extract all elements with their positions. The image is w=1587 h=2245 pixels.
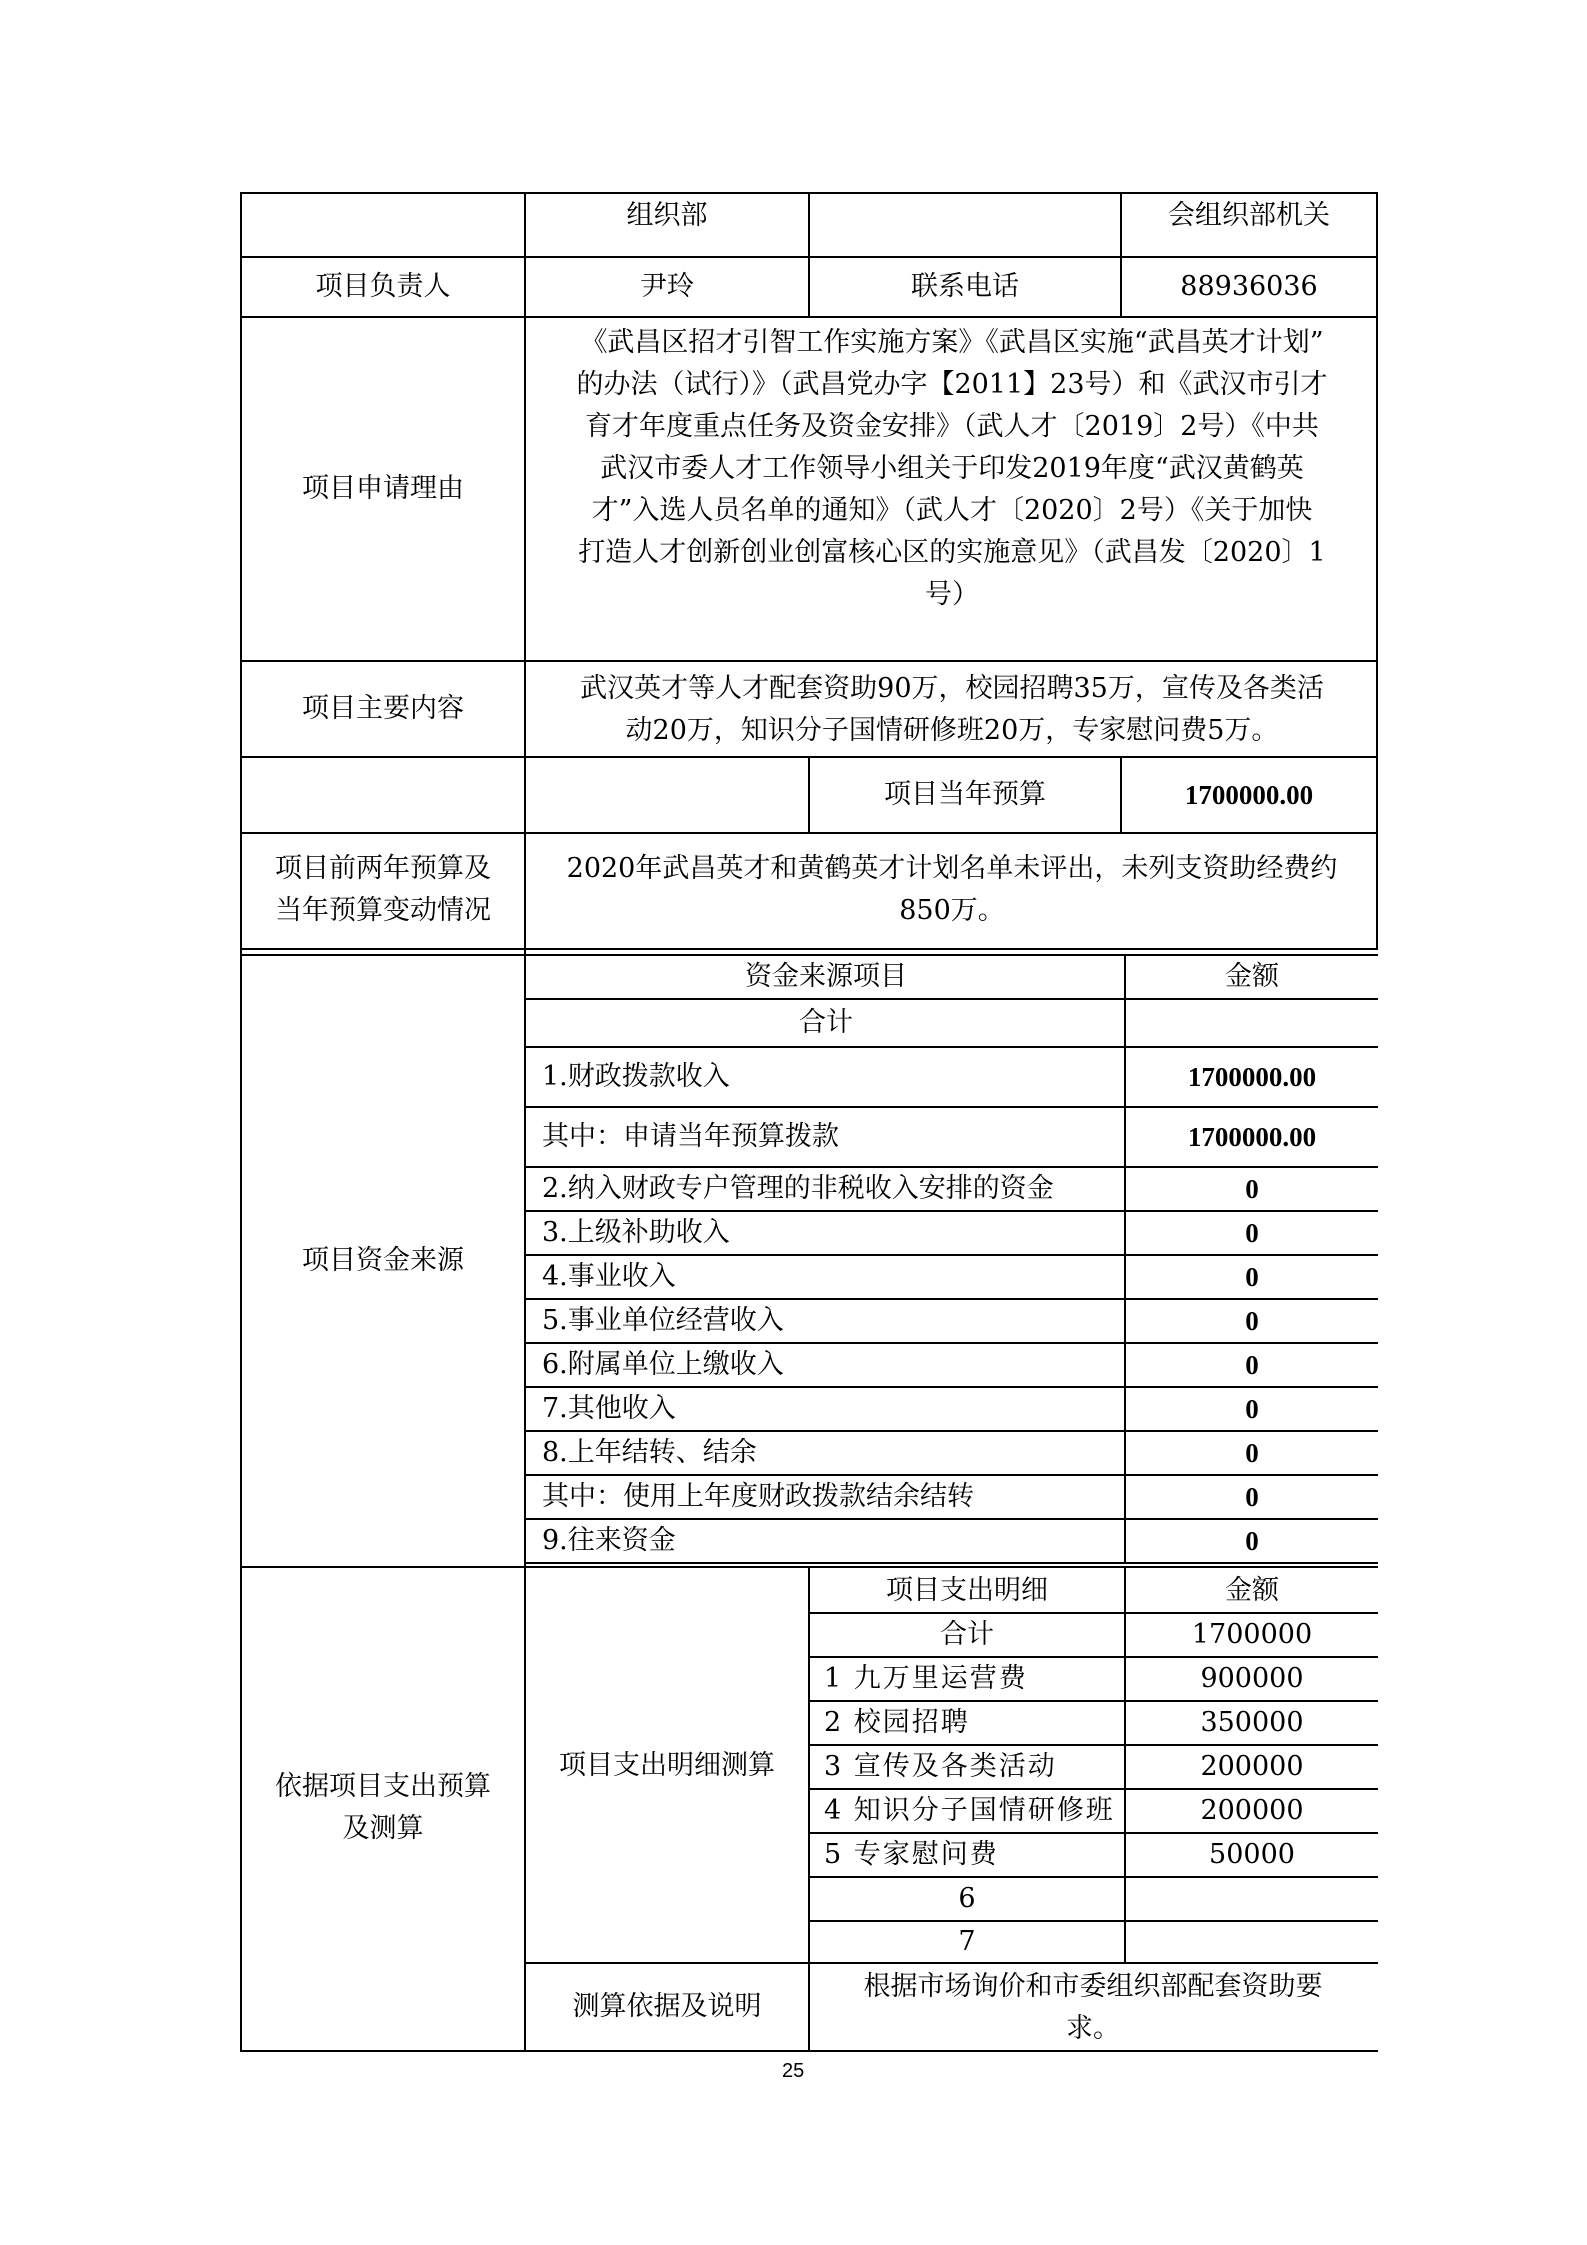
funding-row-label: 2.纳入财政专户管理的非税收入安排的资金 — [542, 1173, 1054, 1204]
expense-col-item: 项目支出明细 — [886, 1575, 1048, 1606]
expense-col-amount: 金额 — [1225, 1575, 1279, 1606]
funding-row-label: 8.上年结转、结余 — [542, 1437, 757, 1468]
funding-row-value: 1700000.00 — [1187, 1122, 1317, 1152]
reason-label: 项目申请理由 — [302, 473, 464, 504]
funding-row-label: 9.往来资金 — [542, 1525, 676, 1556]
phone-label: 联系电话 — [911, 271, 1019, 302]
funding-row-value: 0 — [1245, 1262, 1259, 1292]
reason-line: 《武昌区招才引智工作实施方案》《武昌区实施“武昌英才计划” — [580, 327, 1324, 358]
expense-row-value: 200000 — [1200, 1795, 1304, 1826]
change-label-line: 项目前两年预算及 — [275, 853, 491, 884]
basis-label: 测算依据及说明 — [572, 1991, 762, 2022]
annual-budget-label: 项目当年预算 — [884, 779, 1046, 810]
expense-row-label: 1 九万里运营费 — [824, 1663, 1028, 1694]
funding-row-label: 5.事业单位经营收入 — [542, 1305, 784, 1336]
reason-text — [540, 322, 1364, 616]
leader-name: 尹玲 — [640, 271, 694, 302]
expense-label-line: 依据项目支出预算 — [275, 1771, 491, 1802]
expense-total-value: 1700000 — [1191, 1619, 1313, 1650]
dept-name: 组织部 — [626, 200, 708, 231]
content-label: 项目主要内容 — [302, 693, 464, 724]
funding-row-label: 6.附属单位上缴收入 — [542, 1349, 784, 1380]
funding-row-value: 0 — [1245, 1482, 1259, 1512]
expense-row-value — [1126, 1878, 1378, 1920]
expense-row-label: 7 — [958, 1926, 976, 1957]
expense-row-label: 4 知识分子国情研修班 — [824, 1795, 1115, 1826]
expense-row-value: 350000 — [1200, 1707, 1304, 1738]
reason-line: 号） — [925, 579, 979, 610]
expense-row-value — [1126, 1922, 1378, 1962]
funding-col-amount: 金额 — [1225, 961, 1279, 992]
funding-row-value: 0 — [1245, 1306, 1259, 1336]
page-number: 25 — [782, 2060, 805, 2082]
expense-row-value: 900000 — [1200, 1663, 1304, 1694]
basis-line: 求。 — [1066, 2013, 1120, 2044]
expense-row-label: 3 宣传及各类活动 — [824, 1751, 1057, 1782]
funding-row-label: 4.事业收入 — [542, 1261, 676, 1292]
annual-budget-value: 1700000.00 — [1184, 780, 1314, 810]
funding-row-value: 0 — [1245, 1174, 1259, 1204]
expense-row-label: 5 专家慰问费 — [824, 1839, 999, 1870]
expense-label — [242, 1766, 524, 1850]
expense-label-line: 及测算 — [342, 1813, 424, 1844]
funding-row-label: 3.上级补助收入 — [542, 1217, 730, 1248]
funding-row-label: 其中：使用上年度财政拨款结余结转 — [542, 1481, 974, 1512]
reason-line: 打造人才创新创业创富核心区的实施意见》（武昌发〔2020〕1 — [578, 537, 1326, 568]
funding-row-value: 0 — [1245, 1394, 1259, 1424]
funding-row-value: 0 — [1245, 1438, 1259, 1468]
funding-row-label: 其中：申请当年预算拨款 — [542, 1121, 839, 1152]
reason-line: 才”入选人员名单的通知》（武人才〔2020〕2号）《关于加快 — [591, 495, 1313, 526]
content-line: 动20万，知识分子国情研修班20万，专家慰问费5万。 — [625, 715, 1279, 746]
funding-col-item: 资金来源项目 — [745, 961, 907, 992]
expense-row-value: 50000 — [1209, 1839, 1295, 1870]
funding-row-label: 7.其他收入 — [542, 1393, 676, 1424]
leader-label: 项目负责人 — [315, 271, 451, 302]
basis-line: 根据市场询价和市委组织部配套资助要 — [863, 1971, 1323, 2002]
expense-row-label: 2 校园招聘 — [824, 1707, 970, 1738]
content-line: 武汉英才等人才配套资助90万，校园招聘35万，宣传及各类活 — [580, 673, 1324, 704]
reason-line: 武汉市委人才工作领导小组关于印发2019年度“武汉黄鹤英 — [600, 453, 1304, 484]
phone-value: 88936036 — [1180, 271, 1318, 302]
funding-row-value: 0 — [1245, 1350, 1259, 1380]
expense-row-label: 6 — [958, 1883, 976, 1914]
expense-row-value: 200000 — [1200, 1751, 1304, 1782]
reason-line: 育才年度重点任务及资金安排》（武人才〔2019〕2号）《中共 — [585, 411, 1319, 442]
funding-total-label: 合计 — [799, 1007, 853, 1038]
org-name: 会组织部机关 — [1168, 200, 1330, 231]
change-line: 2020年武昌英才和黄鹤英才计划名单未评出，未列支资助经费约 — [566, 853, 1338, 884]
expense-sub-label: 项目支出明细测算 — [559, 1750, 775, 1781]
expense-total-label: 合计 — [940, 1619, 994, 1650]
reason-line: 的办法（试行）》（武昌党办字【2011】23号）和《武汉市引才 — [576, 369, 1328, 400]
funding-row-value: 0 — [1245, 1526, 1259, 1556]
change-label-line: 当年预算变动情况 — [275, 895, 491, 926]
change-text — [540, 848, 1364, 932]
funding-row-value: 1700000.00 — [1187, 1062, 1317, 1092]
funding-row-value: 0 — [1245, 1218, 1259, 1248]
change-label — [242, 848, 524, 932]
funding-label: 项目资金来源 — [302, 1245, 464, 1276]
funding-row-label: 1.财政拨款收入 — [542, 1061, 730, 1092]
basis-text — [820, 1966, 1366, 2050]
content-text — [540, 668, 1364, 752]
change-line: 850万。 — [899, 895, 1005, 926]
